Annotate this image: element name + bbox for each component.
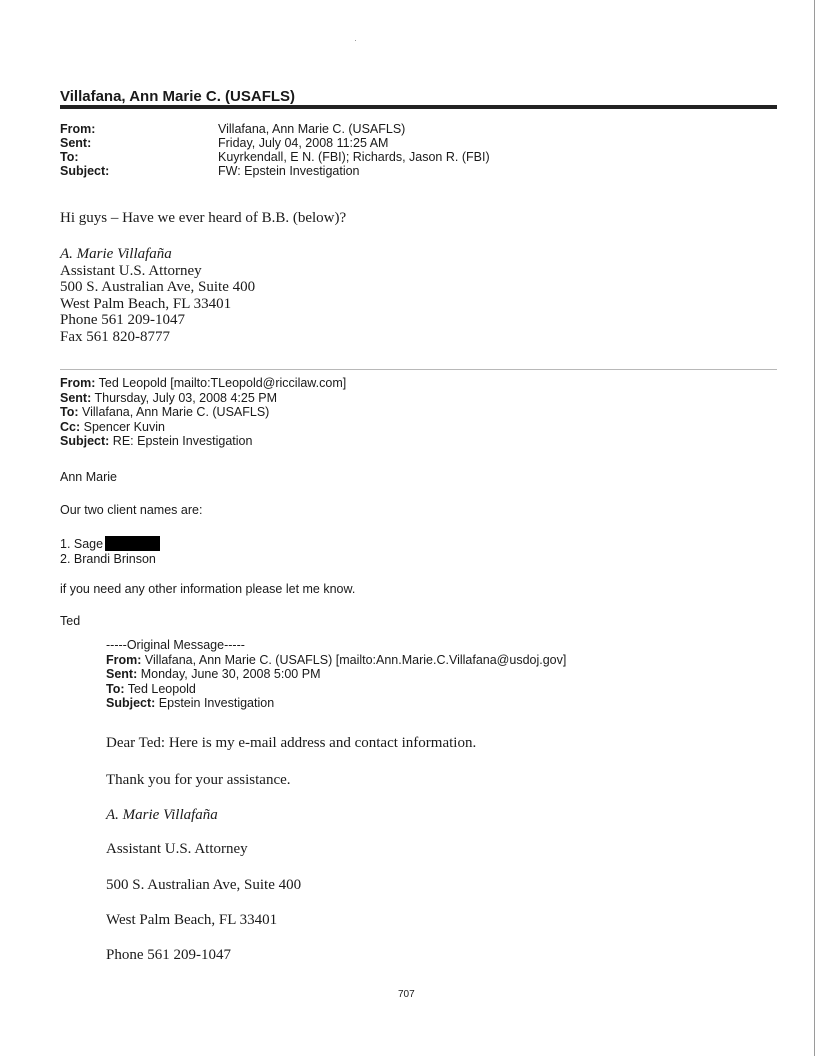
fwd-value: Ted Leopold [mailto:TLeopold@riccilaw.com] <box>98 376 347 390</box>
signature-line: West Palm Beach, FL 33401 <box>60 295 232 312</box>
header-value: Kuyrkendall, E N. (FBI); Richards, Jason R. (FBI) <box>218 150 490 164</box>
orig-to <box>106 682 566 697</box>
orig-value: Ted Leopold <box>127 681 196 696</box>
redaction-block <box>105 536 160 551</box>
body-sign: Ted <box>60 614 81 628</box>
client-name: 1. Sage <box>60 537 104 551</box>
title-rule <box>60 105 777 109</box>
fwd-sent <box>60 391 346 406</box>
fwd-value: RE: Epstein Investigation <box>112 434 253 448</box>
original-sig-name: A. Marie Villafaña <box>106 807 218 823</box>
header-label: From: <box>60 122 96 136</box>
header-label: To: <box>60 150 79 164</box>
signature-line: Assistant U.S. Attorney <box>60 262 202 279</box>
header-value: Villafana, Ann Marie C. (USAFLS) <box>218 122 406 136</box>
document-title: Villafana, Ann Marie C. (USAFLS) <box>60 88 296 105</box>
original-line2: Thank you for your assistance. <box>106 772 291 788</box>
page-number: 707 <box>398 989 415 1000</box>
original-sig-title: Assistant U.S. Attorney <box>106 841 248 857</box>
header-row-from <box>60 122 490 136</box>
header-row-to <box>60 150 490 164</box>
fwd-label: Sent: <box>60 390 92 405</box>
orig-subject <box>106 696 566 711</box>
orig-sent <box>106 667 566 682</box>
orig-label: Subject: <box>106 696 156 710</box>
orig-label: From: <box>106 652 142 667</box>
client-item: 2. Brandi Brinson <box>60 552 156 566</box>
original-header <box>106 638 566 711</box>
signature-line: Fax 561 820-8777 <box>60 328 170 345</box>
signature-block <box>60 246 255 345</box>
signature-line: 500 S. Australian Ave, Suite 400 <box>60 279 256 295</box>
header-value: FW: Epstein Investigation <box>218 164 360 178</box>
forwarded-header <box>60 376 346 449</box>
original-line1: Dear Ted: Here is my e-mail address and contact information. <box>106 735 477 751</box>
header-value: Friday, July 04, 2008 11:25 AM <box>218 136 389 150</box>
orig-from <box>106 653 566 668</box>
fwd-from <box>60 376 346 391</box>
orig-label: Sent: <box>106 667 138 681</box>
fwd-value: Spencer Kuvin <box>83 419 165 434</box>
signature-name: A. Marie Villafaña <box>60 246 172 262</box>
original-sig-address: 500 S. Australian Ave, Suite 400 <box>106 877 302 893</box>
fwd-label: To: <box>60 405 79 419</box>
fwd-to <box>60 405 346 420</box>
fwd-value: Villafana, Ann Marie C. (USAFLS) <box>82 405 270 419</box>
greeting-line: Hi guys – Have we ever heard of B.B. (below)? <box>60 210 347 226</box>
original-marker: -----Original Message----- <box>106 638 245 652</box>
client-list <box>60 536 160 567</box>
orig-value: Monday, June 30, 2008 5:00 PM <box>140 667 321 681</box>
body-salutation: Ann Marie <box>60 470 117 484</box>
client-item <box>60 536 160 552</box>
header-row-sent <box>60 136 490 150</box>
header-row-subject <box>60 164 490 178</box>
body-intro: Our two client names are: <box>60 503 203 517</box>
fwd-cc <box>60 420 346 435</box>
header-label: Subject: <box>60 164 110 178</box>
fwd-label: From: <box>60 376 96 390</box>
fwd-subject <box>60 434 346 449</box>
fwd-value: Thursday, July 03, 2008 4:25 PM <box>94 390 278 405</box>
fwd-label: Cc: <box>60 419 81 434</box>
orig-label: To: <box>106 681 125 696</box>
message-divider <box>60 369 777 370</box>
orig-value: Epstein Investigation <box>158 696 275 710</box>
original-sig-city: West Palm Beach, FL 33401 <box>106 912 278 928</box>
email-header <box>60 122 490 178</box>
orig-value: Villafana, Ann Marie C. (USAFLS) [mailto:Ann.Marie.C.Villafana@usdoj.gov] <box>144 652 567 667</box>
fwd-label: Subject: <box>60 434 110 448</box>
signature-line: Phone 561 209-1047 <box>60 312 185 328</box>
body-closing: if you need any other information please let me know. <box>60 582 356 596</box>
page-edge <box>814 0 815 1056</box>
scan-speck <box>355 40 356 41</box>
header-label: Sent: <box>60 136 92 150</box>
original-sig-phone: Phone 561 209-1047 <box>106 947 231 963</box>
